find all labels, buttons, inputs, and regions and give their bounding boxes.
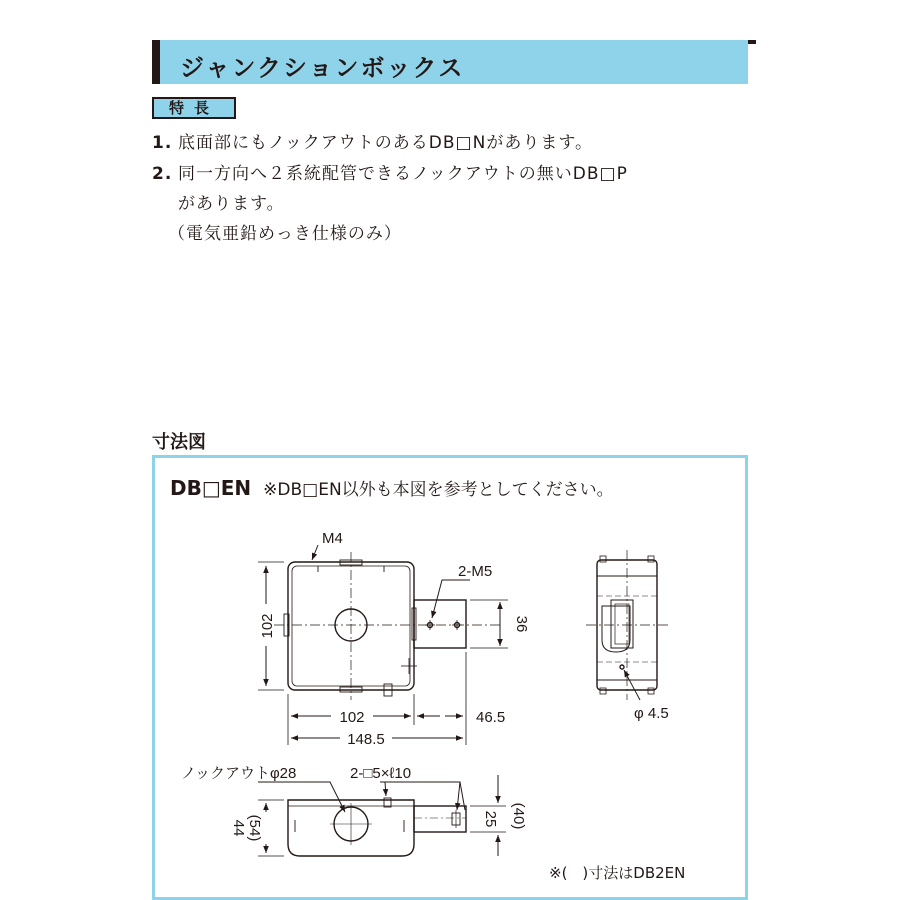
- top-view-bracket: [414, 600, 466, 648]
- model-note: ※DB□EN以外も本図を参考としてください。: [263, 480, 614, 500]
- label-phi-4-5: φ 4.5: [634, 705, 669, 722]
- label-44: 44: [230, 819, 247, 837]
- label-54: (54): [246, 814, 263, 842]
- front-view-bracket: [414, 806, 466, 832]
- feature-text: 底面部にもノックアウトのあるDB□Nがあります。: [178, 133, 593, 153]
- label-36: 36: [513, 615, 530, 633]
- label-148-5: 148.5: [347, 731, 385, 748]
- label-102-vertical: 102: [259, 613, 276, 639]
- dimensions-heading: 寸法図: [152, 432, 206, 453]
- features-badge: 特長: [152, 97, 236, 119]
- footnote: ※( )寸法はDB2EN: [549, 864, 686, 882]
- label-m4: M4: [322, 530, 343, 547]
- feature-item-2-line-2: があります。: [178, 194, 285, 214]
- label-slot: 2-□5×ℓ10: [350, 765, 412, 782]
- label-102-horizontal: 102: [339, 709, 365, 726]
- feature-text: 同一方向へ２系統配管できるノックアウトの無いDB□P: [178, 164, 628, 184]
- label-25: 25: [482, 810, 499, 828]
- label-40: (40): [510, 802, 527, 830]
- model-name: DB□EN: [170, 476, 252, 500]
- feature-number: 2.: [152, 164, 173, 184]
- label-knockout: ノックアウトφ28: [181, 765, 297, 782]
- feature-item-2-line-3: （電気亜鉛めっき仕様のみ）: [168, 224, 402, 244]
- label-46-5: 46.5: [476, 709, 506, 726]
- label-2-m5: 2-M5: [458, 563, 493, 580]
- feature-number: 1.: [152, 133, 173, 153]
- page-title: ジャンクションボックス: [180, 54, 465, 82]
